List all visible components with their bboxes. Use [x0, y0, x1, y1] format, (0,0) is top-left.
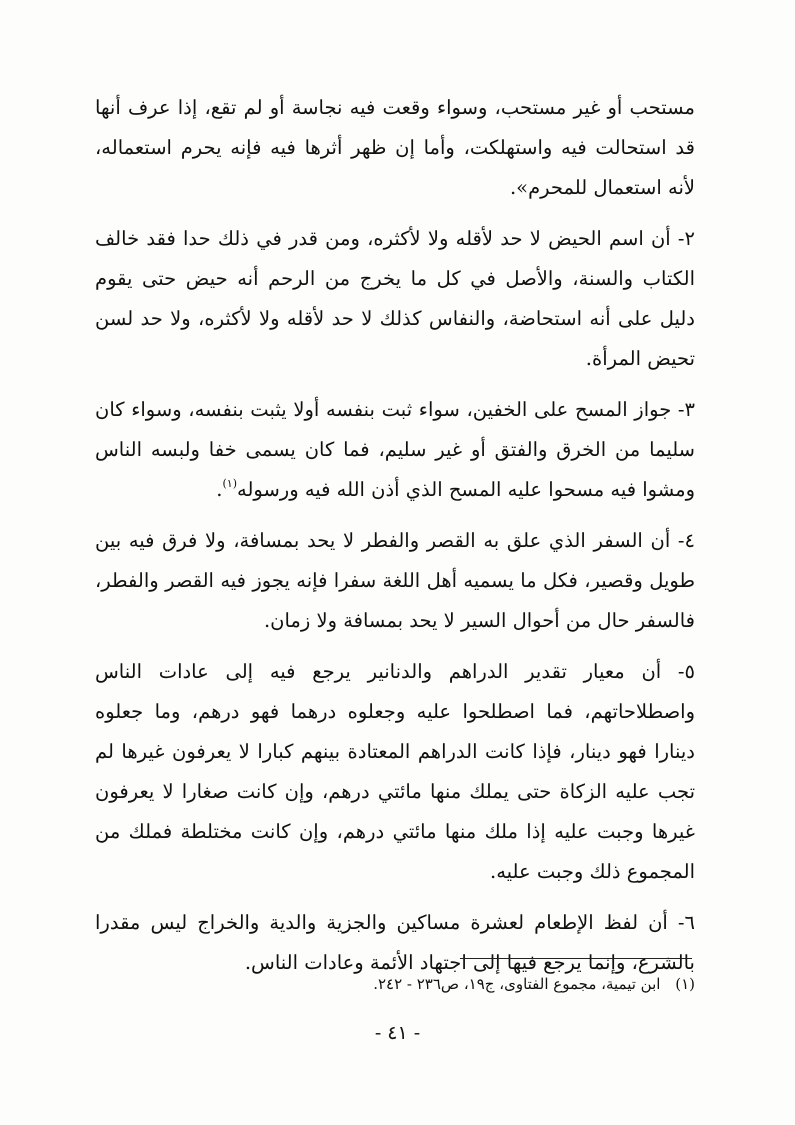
- paragraph-item-3-text: ٣- جواز المسح على الخفين، سواء ثبت بنفسه أولا يثبت بنفسه، وسواء كان سليما من الخرق والفتق أو غير سليم، فما كان يسمى خفا ولبسه الناس ومشوا فيه مسحوا عليه المسح الذي أذن الله فيه ورسوله: [95, 398, 695, 501]
- footnote-text: ابن تيمية، مجموع الفتاوى، ج١٩، ص٢٣٦ - ٢٤٢.: [373, 975, 661, 993]
- page-body: [95, 88, 695, 994]
- paragraph-continuation: مستحب أو غير مستحب، وسواء وقعت فيه نجاسة أو لم تقع، إذا عرف أنها قد استحالت فيه واستهلكت، وأما إن ظهر أثرها فيه فإنه يحرم استعماله، لأنه استعمال للمحرم».: [95, 96, 695, 199]
- paragraph-item-3-end: .: [216, 478, 223, 501]
- paragraph-item-6: ٦- أن لفظ الإطعام لعشرة مساكين والجزية والدية والخراج ليس مقدرا بالشرع، وإنما يرجع فيها إلى اجتهاد الأئمة وعادات الناس.: [95, 911, 695, 974]
- footnote-number: (١): [675, 975, 695, 993]
- paragraph-item-5: ٥- أن معيار تقدير الدراهم والدنانير يرجع فيه إلى عادات الناس واصطلاحاتهم، فما اصطلحوا عليه وجعلوه درهما فهو درهم، وما جعلوه دينارا فهو دينار، فإذا كانت الدراهم المعتادة بينهم كبارا لا يعرفون غيرها لم تجب عليه الزكاة حتى يملك منها مائتي درهم، وإن كانت صغارا لا يعرفون غيرها وجبت عليه إذا ملك منها مائتي درهم، وإن كانت مختلطة فملك من المجموع ذلك وجبت عليه.: [95, 660, 695, 883]
- paragraph-item-4: ٤- أن السفر الذي علق به القصر والفطر لا يحد بمسافة، ولا فرق فيه بين طويل وقصير، فكل ما يسميه أهل اللغة سفرا فإنه يجوز فيه القصر والفطر، فالسفر حال من أحوال السير لا يحد بمسافة ولا زمان.: [95, 529, 695, 632]
- page-number: - ٤١ -: [374, 1022, 421, 1044]
- footnote: [300, 972, 695, 996]
- footnote-reference[interactable]: (١): [222, 477, 237, 490]
- paragraph-item-2: ٢- أن اسم الحيض لا حد لأقله ولا لأكثره، ومن قدر في ذلك حدا فقد خالف الكتاب والسنة، والأصل في كل ما يخرج من الرحم أنه حيض حتى يقوم دليل على أنه استحاضة، والنفاس كذلك لا حد لأقله ولا لأكثره، ولا حد لسن تحيض المرأة.: [95, 227, 695, 370]
- paragraph-item-3: [95, 390, 695, 510]
- footnote-divider: [460, 958, 692, 959]
